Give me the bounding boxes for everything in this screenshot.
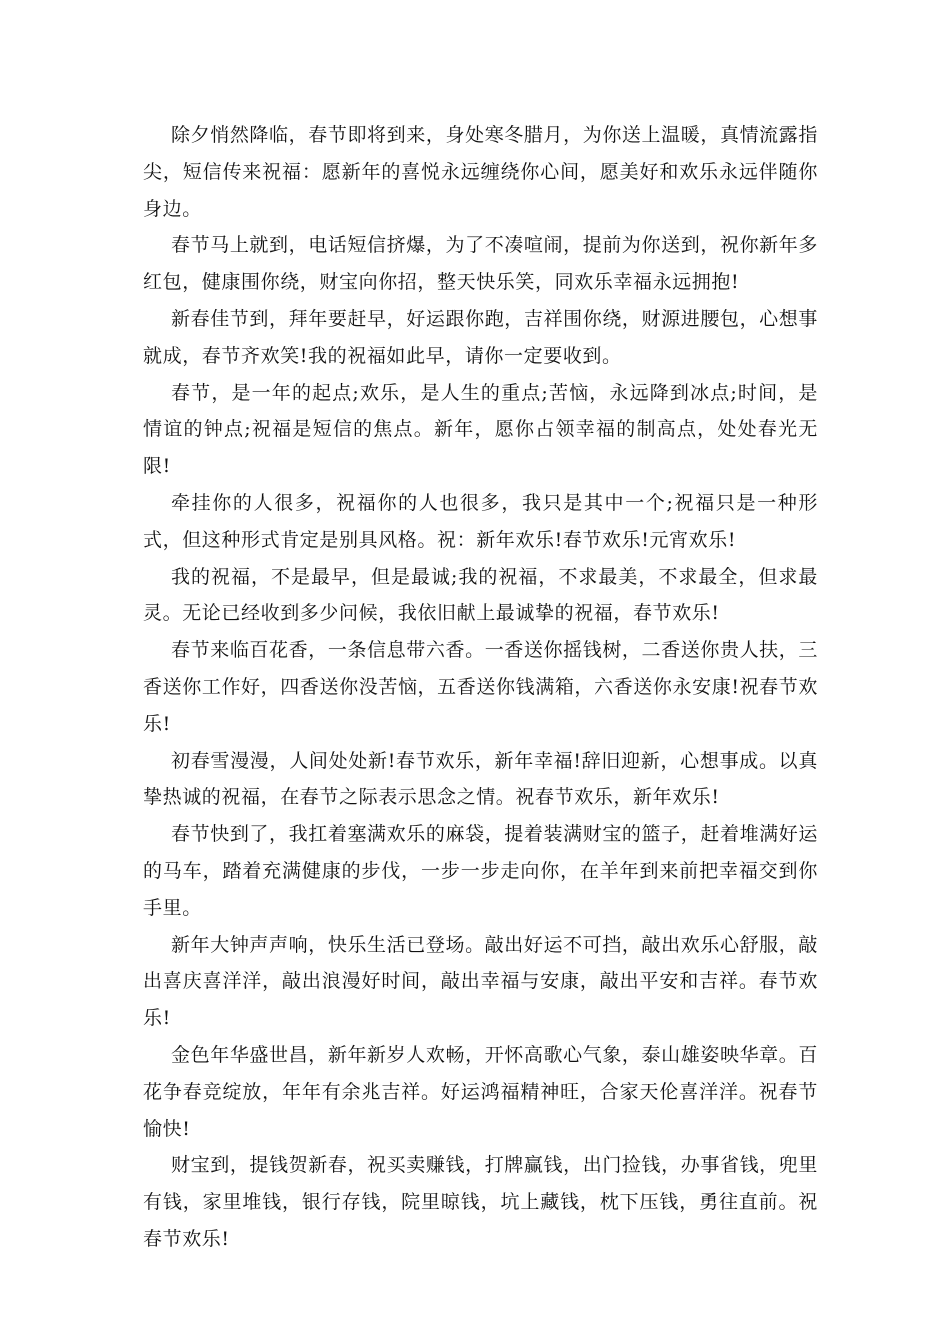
paragraph: 春节马上就到，电话短信挤爆，为了不凑喧闹，提前为你送到，祝你新年多红包，健康围你绕，财宝向你招，整天快乐笑，同欢乐幸福永远拥抱! <box>143 234 818 294</box>
paragraph: 除夕悄然降临，春节即将到来，身处寒冬腊月，为你送上温暖，真情流露指尖，短信传来祝福：愿新年的喜悦永远缠绕你心间，愿美好和欢乐永远伴随你身边。 <box>143 124 818 220</box>
paragraph: 新春佳节到，拜年要赶早，好运跟你跑，吉祥围你绕，财源进腰包，心想事就成，春节齐欢笑!我的祝福如此早，请你一定要收到。 <box>143 307 818 367</box>
paragraph: 财宝到，提钱贺新春，祝买卖赚钱，打牌赢钱，出门捡钱，办事省钱，兜里有钱，家里堆钱，银行存钱，院里晾钱，坑上藏钱，枕下压钱，勇往直前。祝春节欢乐! <box>143 1154 818 1250</box>
paragraph: 春节，是一年的起点;欢乐，是人生的重点;苦恼，永远降到冰点;时间，是情谊的钟点;祝福是短信的焦点。新年，愿你占领幸福的制高点，处处春光无限! <box>143 381 818 478</box>
paragraph: 我的祝福，不是最早，但是最诚;我的祝福，不求最美，不求最全，但求最灵。无论已经收到多少问候，我依旧献上最诚挚的祝福，春节欢乐! <box>143 565 818 625</box>
paragraph: 初春雪漫漫，人间处处新!春节欢乐，新年幸福!辞旧迎新，心想事成。以真挚热诚的祝福，在春节之际表示思念之情。祝春节欢乐，新年欢乐! <box>143 749 818 809</box>
paragraph: 春节来临百花香，一条信息带六香。一香送你摇钱树，二香送你贵人扶，三香送你工作好，四香送你没苦恼，五香送你钱满箱，六香送你永安康!祝春节欢乐! <box>143 639 818 735</box>
paragraph: 牵挂你的人很多，祝福你的人也很多，我只是其中一个;祝福只是一种形式，但这种形式肯定是别具风格。祝：新年欢乐!春节欢乐!元宵欢乐! <box>143 491 818 551</box>
paragraph: 新年大钟声声响，快乐生活已登场。敲出好运不可挡，敲出欢乐心舒服，敲出喜庆喜洋洋，敲出浪漫好时间，敲出幸福与安康，敲出平安和吉祥。春节欢乐! <box>143 933 818 1030</box>
document-body <box>143 117 818 1258</box>
paragraph: 金色年华盛世昌，新年新岁人欢畅，开怀高歌心气象，泰山雄姿映华章。百花争春竞绽放，年年有余兆吉祥。好运鸿福精神旺，合家天伦喜洋洋。祝春节愉快! <box>143 1043 818 1140</box>
paragraph: 春节快到了，我扛着塞满欢乐的麻袋，提着装满财宝的篮子，赶着堆满好运的马车，踏着充满健康的步伐，一步一步走向你，在羊年到来前把幸福交到你手里。 <box>143 823 818 919</box>
